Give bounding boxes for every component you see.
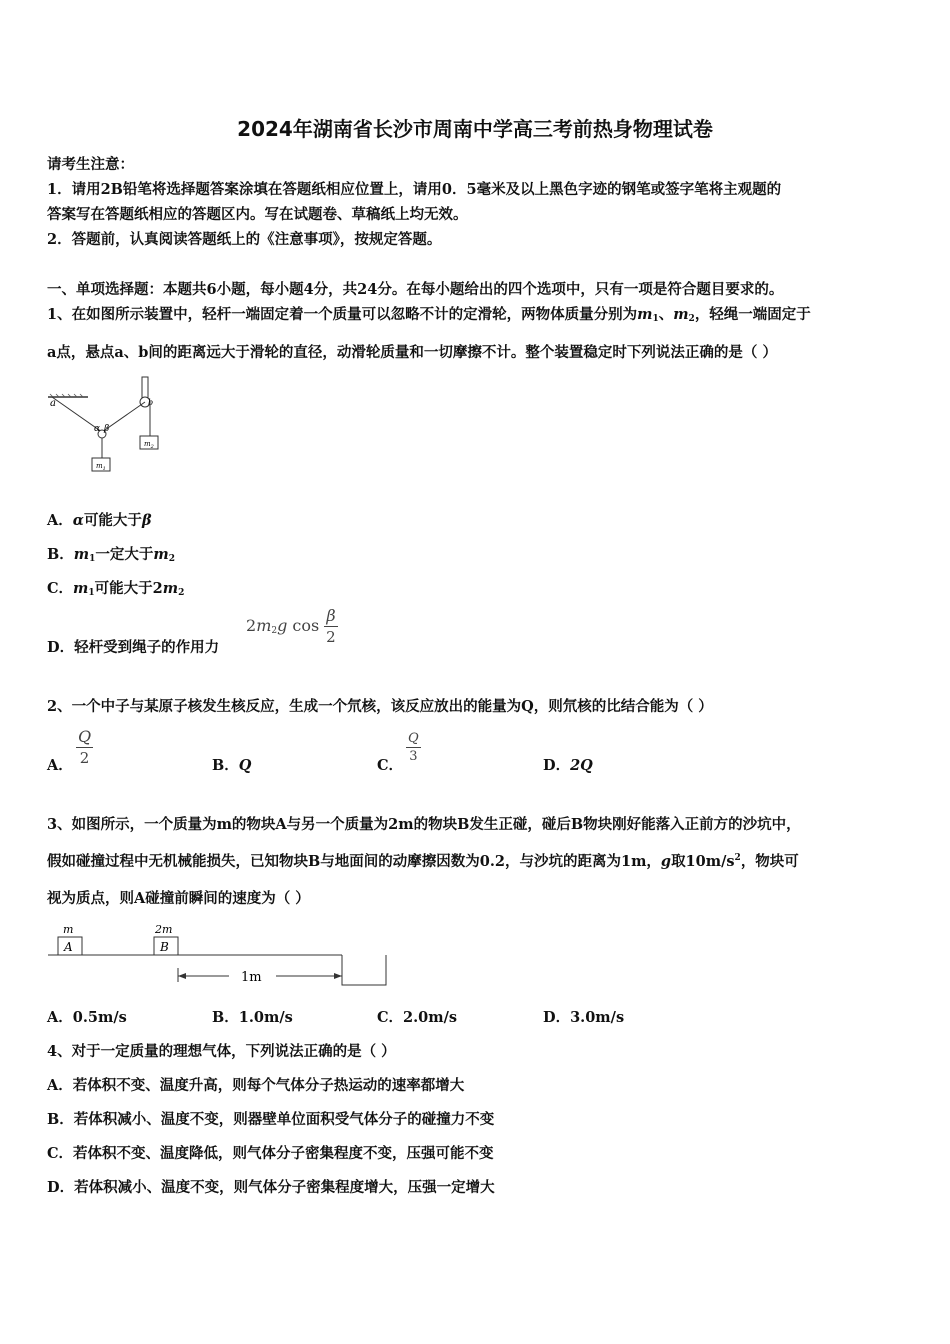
notice-line-2: 2．答题前，认真阅读答题纸上的《注意事项》，按规定答题。 (47, 231, 442, 248)
q2-option-b: B．Q (212, 757, 252, 774)
q1-option-d-formula: $2m_2g$ cos $\frac{\beta}{2}$ (246, 606, 336, 646)
q2-stem: 2、一个中子与某原子核发生核反应，生成一个氘核，该反应放出的能量为Q，则氘核的比结合能为（ ） (47, 698, 713, 715)
block-a-mass: m (63, 923, 74, 936)
q3-option-c: C．2.0m/s (377, 1009, 458, 1026)
page-title: 2024年湖南省长沙市周南中学高三考前热身物理试卷 (237, 117, 713, 141)
block-b-label: B (160, 940, 169, 954)
label-a: a (50, 398, 56, 409)
q2-option-a-frac: $\frac{Q}{2}$ (78, 727, 92, 767)
q1-option-a: A．α可能大于β (47, 512, 152, 529)
q3-option-d: D．3.0m/s (543, 1009, 625, 1026)
q3-option-a: A．0.5m/s (47, 1009, 127, 1026)
q1-option-c: C．$m_1$可能大于$2m_2$ (47, 580, 185, 598)
q3-option-b: B．1.0m/s (212, 1009, 293, 1026)
notice-line-1a: 1．请用2B铅笔将选择题答案涂填在答题纸相应位置上，请用0．5毫米及以上黑色字迹的钢笔或签字笔将主观题的 (47, 181, 782, 198)
distance-label: 1m (241, 970, 262, 985)
label-beta: β (104, 424, 110, 434)
q4-option-a: A．若体积不变、温度升高，则每个气体分子热运动的速率都增大 (47, 1077, 465, 1094)
section-heading: 一、单项选择题：本题共6小题，每小题4分，共24分。在每小题给出的四个选项中，只有一项是符合题目要求的。 (47, 281, 784, 298)
notice-line-1b: 答案写在答题纸相应的答题区内。写在试题卷、草稿纸上均无效。 (47, 206, 468, 223)
label-m2: $m_2$ (144, 440, 154, 450)
q3-stem-line2: 假如碰撞过程中无机械能损失，已知物块B与地面间的动摩擦因数为0.2，与沙坑的距离为1m，g取$10m/s^2$，物块可 (47, 853, 799, 870)
q3-stem-line1: 3、如图所示，一个质量为m的物块A与另一个质量为2m的物块B发生正碰，碰后B物块刚好能落入正前方的沙坑中， (47, 816, 801, 833)
q4-stem: 4、对于一定质量的理想气体，下列说法正确的是（ ） (47, 1043, 396, 1060)
q1-stem-line1: 1、在如图所示装置中，轻杆一端固定着一个质量可以忽略不计的定滑轮，两物体质量分别为$m_1$、$m_2$，轻绳一端固定于 (47, 306, 811, 324)
pulley-figure (44, 372, 174, 477)
q1-option-b: B．$m_1$一定大于$m_2$ (47, 546, 175, 564)
q3-stem-line3: 视为质点，则A碰撞前瞬间的速度为（ ） (47, 890, 310, 907)
q1-stem-line2: a点，悬点a、b间的距离远大于滑轮的直径，动滑轮质量和一切摩擦不计。整个装置稳定时下列说法正确的是（ ） (47, 344, 777, 361)
block-b-mass: 2m (155, 923, 173, 936)
label-m1: $m_1$ (96, 462, 106, 472)
collision-figure (44, 918, 394, 990)
q1-option-d: D．轻杆受到绳子的作用力 (47, 639, 220, 656)
q4-option-b: B．若体积减小、温度不变，则器壁单位面积受气体分子的碰撞力不变 (47, 1111, 495, 1128)
block-a-label: A (64, 940, 73, 954)
label-alpha: α (94, 424, 101, 434)
notice-heading: 请考生注意： (47, 156, 134, 173)
q2-option-a-label: A． (47, 757, 73, 774)
q2-option-d: D．2Q (543, 757, 593, 774)
q2-option-c-frac: $\frac{Q}{3}$ (408, 731, 419, 764)
q4-option-d: D．若体积减小、温度不变，则气体分子密集程度增大，压强一定增大 (47, 1179, 495, 1196)
q4-option-c: C．若体积不变、温度降低，则气体分子密集程度不变，压强可能不变 (47, 1145, 494, 1162)
label-b: b (148, 398, 154, 407)
q2-option-c-label: C． (377, 757, 404, 774)
